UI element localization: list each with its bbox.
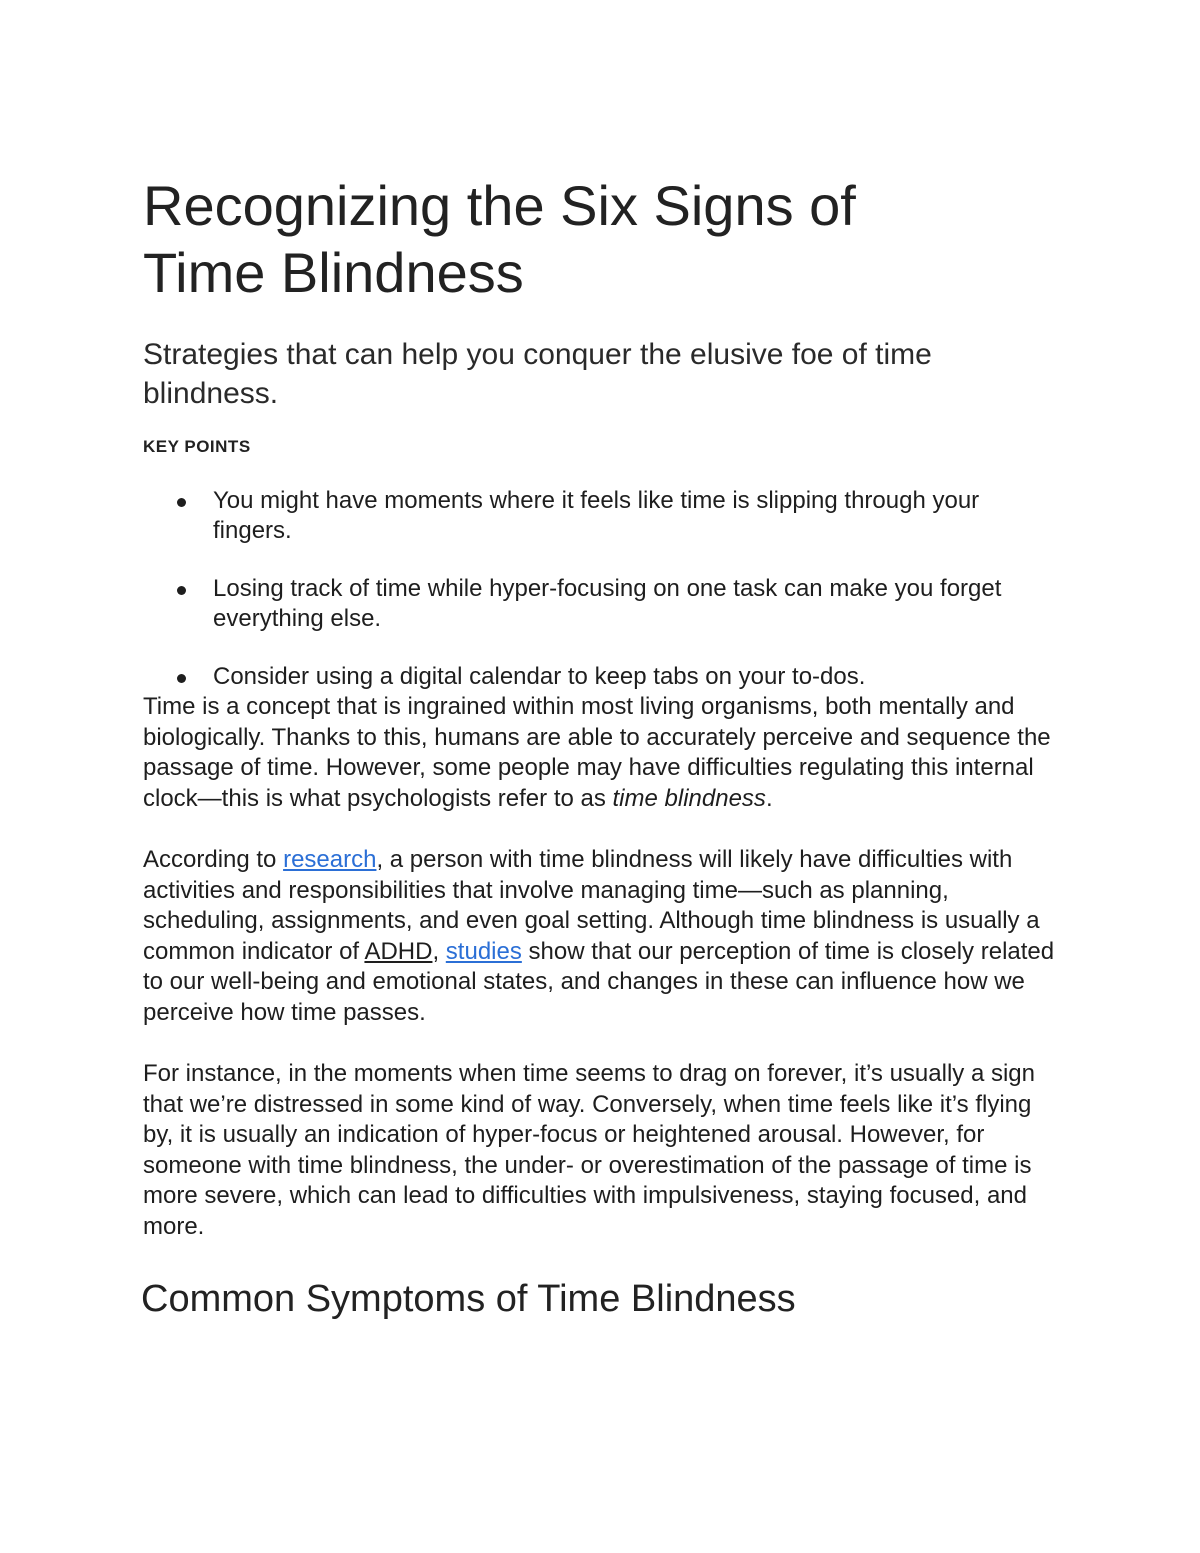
paragraph-text: Time is a concept that is ingrained within most living organisms, both mentally and biologically. Thanks to this, humans are able to accurately perceive and sequence the passage of time. However, some people may have difficulties regulating this internal clock—this is what psychologists refer to as — [143, 693, 1051, 812]
body-paragraph-2 — [143, 845, 1063, 1028]
paragraph-text: show that our perception of time is closely related to our well-being and emotional states, and changes in these can influence how we perceive how time passes. — [143, 937, 1055, 1026]
section-heading: Common Symptoms of Time Blindness — [141, 1278, 796, 1320]
key-point-text: Losing track of time while hyper-focusing on one task can make you forget everything else. — [213, 575, 1002, 632]
research-link[interactable]: research — [283, 846, 377, 873]
key-point-text: You might have moments where it feels like time is slipping through your fingers. — [213, 487, 980, 544]
key-point-item — [143, 486, 1063, 546]
body-paragraph-3: For instance, in the moments when time seems to drag on forever, it’s usually a sign that we’re distressed in some kind of way. Conversely, when time feels like it’s flying by, it is usually an indication of hyper-focus or heightened arousal. However, for someone with time blindness, the under- or overestimation of the passage of time is more severe, which can lead to difficulties with impulsiveness, staying focused, and more. — [143, 1060, 1035, 1240]
bullet-icon — [177, 498, 186, 507]
key-points-label: KEY POINTS — [143, 437, 251, 456]
studies-link[interactable]: studies — [445, 937, 522, 965]
paragraph-text: , — [432, 937, 446, 965]
bullet-icon — [177, 586, 186, 595]
body-paragraph-1 — [143, 692, 1063, 814]
key-point-text: Consider using a digital calendar to keep tabs on your to-dos. — [213, 663, 866, 690]
emphasis-term: time blindness — [612, 784, 766, 812]
bullet-icon — [177, 674, 186, 683]
paragraph-text: According to — [143, 846, 284, 873]
key-point-item — [143, 574, 1063, 634]
article-subtitle: Strategies that can help you conquer the elusive foe of time blindness. — [143, 338, 932, 410]
document-page — [143, 172, 1063, 1322]
paragraph-text: . — [765, 784, 773, 812]
paragraph-text: , a person with time blindness will likely have difficulties with activities and responsibilities that involve managing time—such as planning, scheduling, assignments, and even goal setting. Although time blindness is usually a common indicator of — [143, 846, 1040, 965]
article-title — [143, 172, 1063, 306]
article-title-line-1: Recognizing the Six Signs of — [143, 174, 856, 237]
adhd-link[interactable]: ADHD — [364, 937, 433, 965]
article-title-line-2: Time Blindness — [143, 241, 524, 304]
key-points-list — [143, 486, 1063, 692]
key-point-item — [143, 662, 1063, 692]
